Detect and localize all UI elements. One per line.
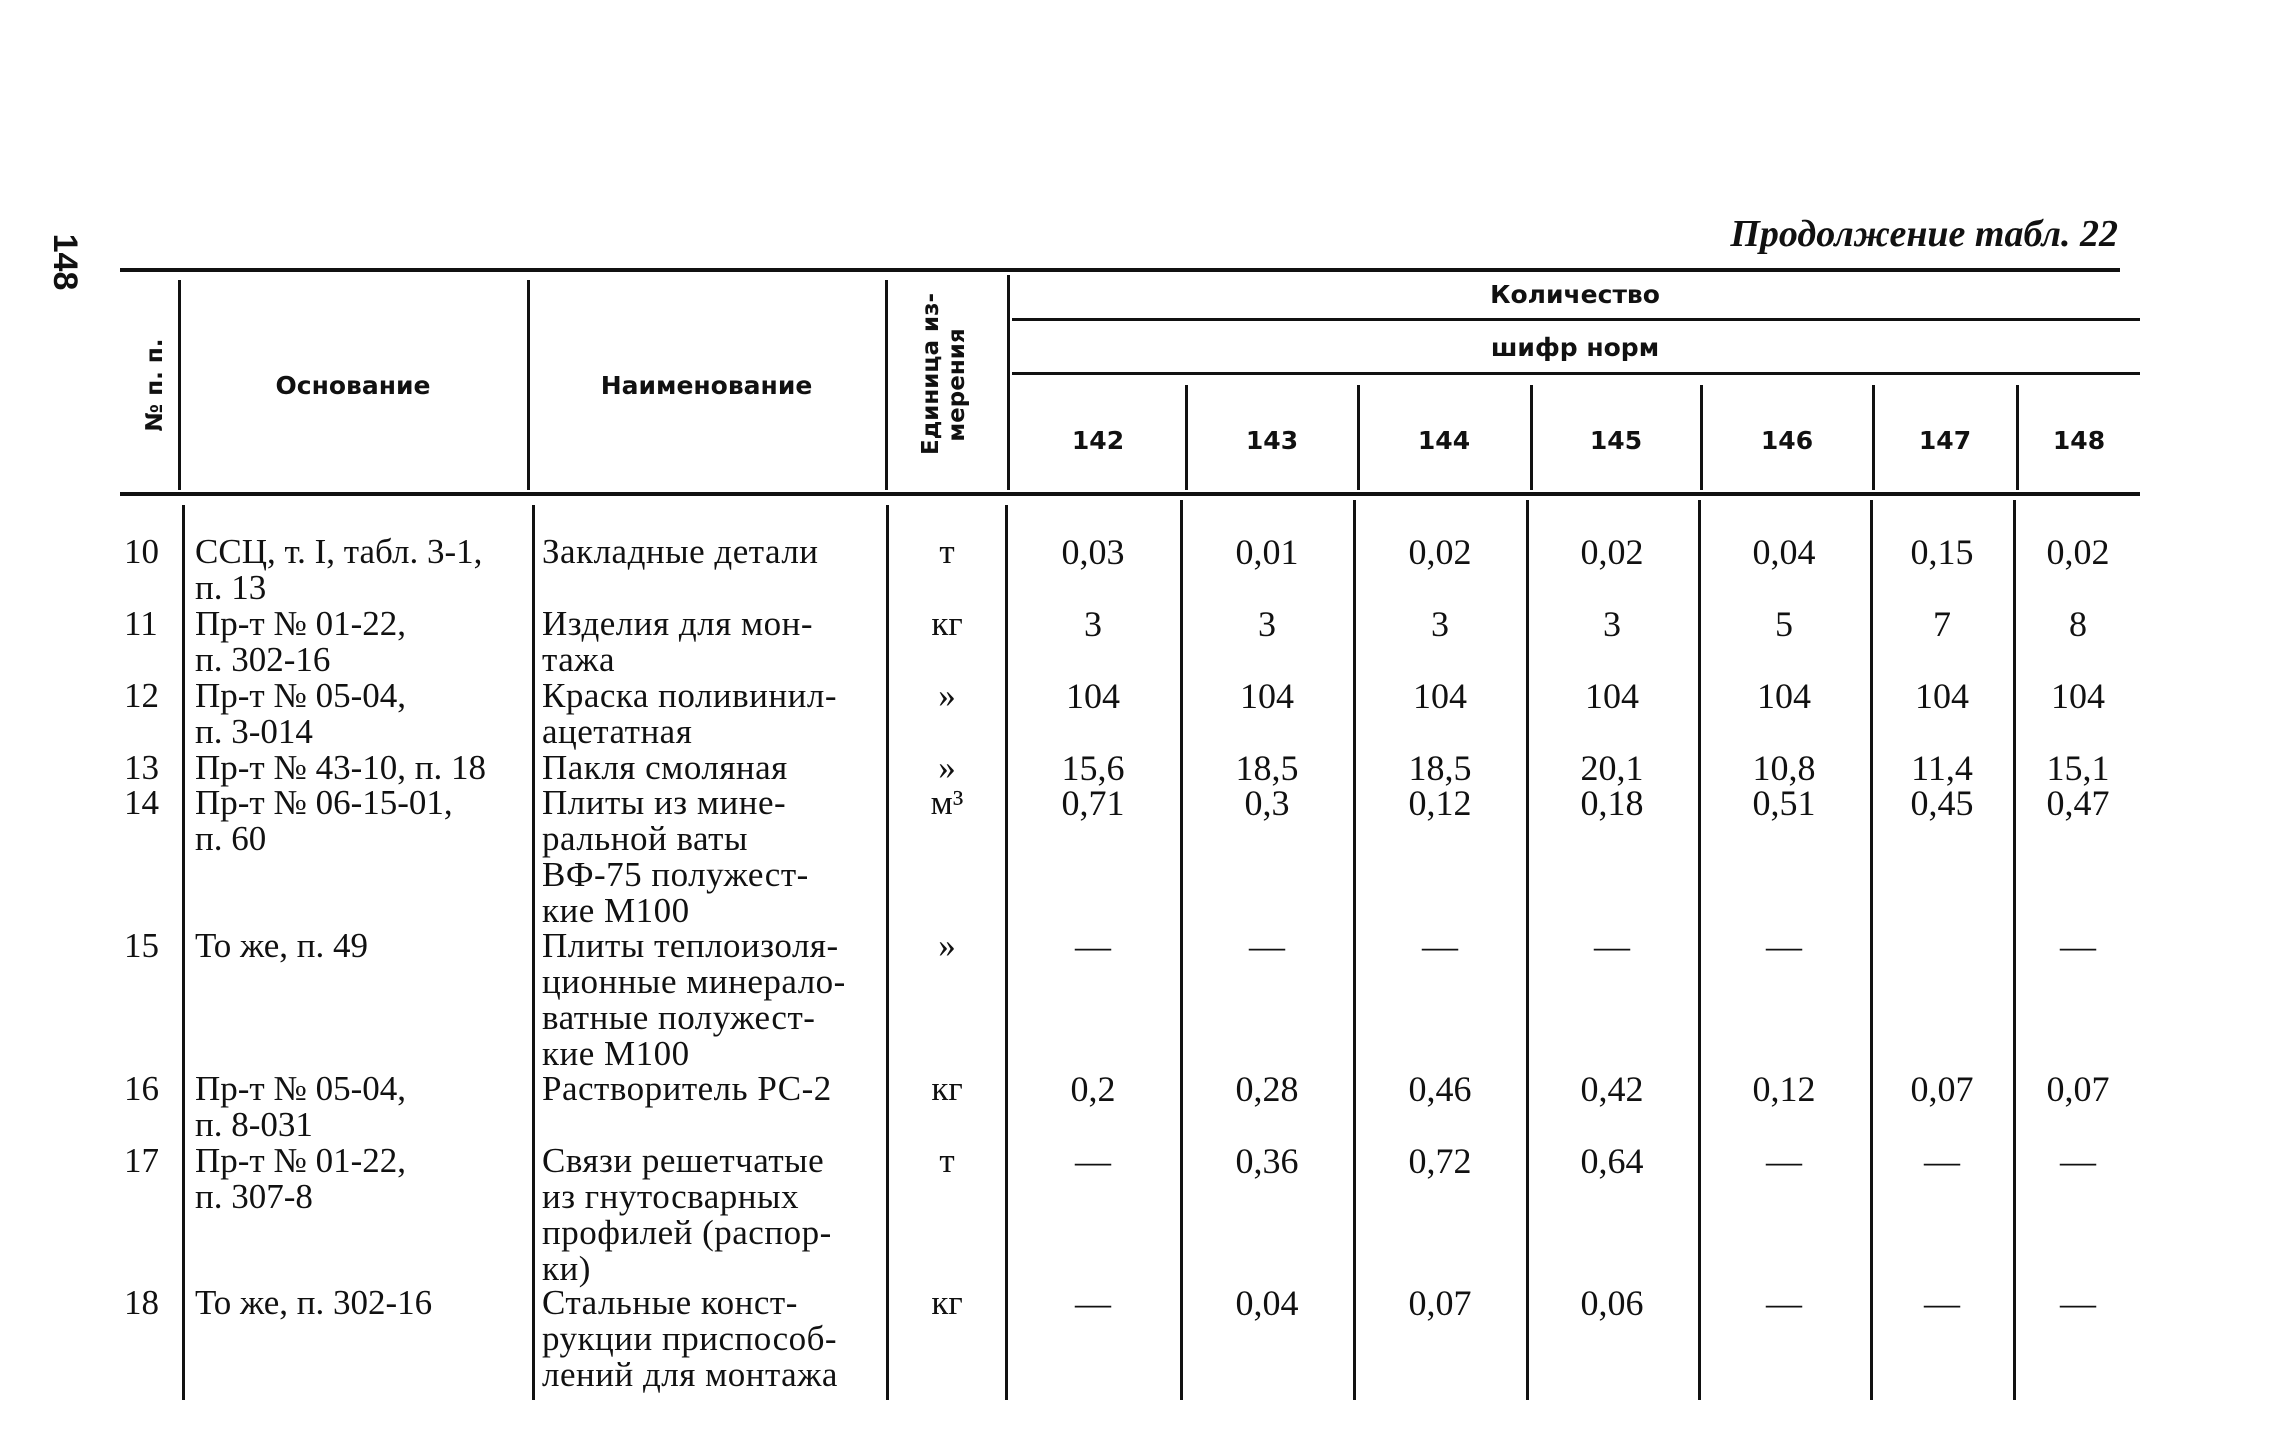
row-name: Плиты из мине- ральной ваты ВФ-75 полужест- кие М100: [542, 783, 809, 930]
quantity-cell: 0,15: [1910, 532, 1974, 572]
page-number: 148: [46, 233, 85, 291]
quantity-cell: 0,72: [1408, 1141, 1472, 1181]
row-unit: м³: [930, 783, 964, 822]
quantity-cell: 0,02: [2046, 532, 2110, 572]
quantity-cell: 0,2: [1070, 1069, 1116, 1109]
quantity-cell: 18,5: [1408, 748, 1472, 788]
quantity-cell: 11,4: [1911, 748, 1973, 788]
quantity-cell: 3: [1603, 604, 1621, 644]
code-143: 143: [1245, 425, 1299, 455]
quantity-cell: —: [1766, 1283, 1802, 1323]
row-number: 10: [124, 532, 159, 571]
quantity-cell: 0,07: [2046, 1069, 2110, 1109]
quantity-cell: 0,47: [2046, 783, 2110, 823]
quantity-cell: 10,8: [1752, 748, 1816, 788]
code-rule: [1012, 372, 2140, 375]
header-basis: Основание: [275, 370, 431, 400]
quantity-cell: —: [1766, 1141, 1802, 1181]
row-number: 11: [124, 604, 158, 643]
continuation-title: Продолжение табл. 22: [1730, 213, 2118, 255]
quantity-cell: 0,07: [1408, 1283, 1472, 1323]
body-divider: [182, 505, 185, 1400]
row-name: Связи решетчатые из гнутосварных профилей (распор- ки): [542, 1141, 832, 1288]
code-147: 147: [1918, 425, 1972, 455]
row-number: 17: [124, 1141, 159, 1180]
header-num: № п. п.: [142, 338, 168, 432]
code-148: 148: [2052, 425, 2106, 455]
quantity-cell: —: [2060, 926, 2096, 966]
body-divider: [1353, 500, 1356, 1400]
quantity-cell: 3: [1431, 604, 1449, 644]
row-unit: »: [938, 676, 956, 715]
quantity-cell: —: [1075, 926, 1111, 966]
quantity-cell: —: [1766, 926, 1802, 966]
quantity-cell: 104: [1915, 676, 1969, 716]
quantity-cell: —: [1249, 926, 1285, 966]
row-name: Стальные конст- рукции приспособ- лений для монтажа: [542, 1283, 838, 1394]
row-unit: кг: [931, 604, 963, 643]
quantity-cell: 0,36: [1235, 1141, 1299, 1181]
row-unit: кг: [931, 1069, 963, 1108]
row-unit: т: [939, 532, 955, 571]
row-basis: То же, п. 302-16: [195, 1283, 433, 1322]
quantity-cell: —: [2060, 1283, 2096, 1323]
quantity-cell: 0,02: [1408, 532, 1472, 572]
quantity-cell: 7: [1933, 604, 1951, 644]
quantity-cell: 104: [1585, 676, 1639, 716]
row-number: 14: [124, 783, 159, 822]
row-name: Растворитель РС-2: [542, 1069, 832, 1108]
row-number: 16: [124, 1069, 159, 1108]
body-divider: [1180, 500, 1183, 1400]
header-quantity: Количество: [1490, 279, 1660, 309]
row-unit: »: [938, 748, 956, 787]
quantity-cell: 0,01: [1235, 532, 1299, 572]
body-divider: [1698, 500, 1701, 1400]
quantity-cell: 5: [1775, 604, 1793, 644]
row-basis: Пр-т № 43-10, п. 18: [195, 748, 487, 787]
quantity-cell: 3: [1258, 604, 1276, 644]
row-unit: т: [939, 1141, 955, 1180]
quantity-cell: 0,28: [1235, 1069, 1299, 1109]
body-divider: [886, 505, 889, 1400]
header-divider: [885, 280, 888, 490]
row-basis: Пр-т № 01-22, п. 307-8: [195, 1141, 407, 1216]
row-unit: кг: [931, 1283, 963, 1322]
quantity-cell: —: [2060, 1141, 2096, 1181]
quantity-cell: 104: [1240, 676, 1294, 716]
row-basis: Пр-т № 06-15-01, п. 60: [195, 783, 453, 858]
row-number: 12: [124, 676, 159, 715]
quantity-cell: 15,1: [2046, 748, 2110, 788]
quantity-cell: 0,42: [1580, 1069, 1644, 1109]
quantity-cell: 0,12: [1752, 1069, 1816, 1109]
quantity-cell: 15,6: [1061, 748, 1125, 788]
quantity-cell: 0,04: [1752, 532, 1816, 572]
quantity-cell: 0,04: [1235, 1283, 1299, 1323]
row-basis: Пр-т № 05-04, п. 3-014: [195, 676, 407, 751]
code-144: 144: [1417, 425, 1471, 455]
quantity-cell: —: [1422, 926, 1458, 966]
row-name: Краска поливинил- ацетатная: [542, 676, 837, 751]
row-name: Закладные детали: [542, 532, 819, 571]
quantity-cell: —: [1924, 1283, 1960, 1323]
code-145: 145: [1589, 425, 1643, 455]
quantity-cell: 0,12: [1408, 783, 1472, 823]
row-number: 13: [124, 748, 159, 787]
quantity-cell: 104: [1757, 676, 1811, 716]
row-number: 18: [124, 1283, 159, 1322]
quantity-cell: —: [1594, 926, 1630, 966]
quantity-cell: 0,07: [1910, 1069, 1974, 1109]
quantity-cell: —: [1075, 1283, 1111, 1323]
header-unit: Единица из- мерения: [918, 292, 970, 455]
header-code: шифр норм: [1490, 332, 1660, 362]
body-divider: [532, 505, 535, 1400]
quantity-cell: 0,06: [1580, 1283, 1644, 1323]
quantity-cell: 0,64: [1580, 1141, 1644, 1181]
code-146: 146: [1760, 425, 1814, 455]
row-basis: ССЦ, т. I, табл. 3-1, п. 13: [195, 532, 483, 607]
row-name: Пакля смоляная: [542, 748, 788, 787]
quantity-cell: 104: [2051, 676, 2105, 716]
quantity-cell: —: [1924, 1141, 1960, 1181]
code-142: 142: [1071, 425, 1125, 455]
row-name: Изделия для мон- тажа: [542, 604, 814, 679]
row-name: Плиты теплоизоля- ционные минерало- ватные полужест- кие М100: [542, 926, 846, 1073]
quantity-cell: 0,51: [1752, 783, 1816, 823]
quantity-rule: [1012, 318, 2140, 321]
quantity-cell: 0,45: [1910, 783, 1974, 823]
row-number: 15: [124, 926, 159, 965]
quantity-cell: 20,1: [1580, 748, 1644, 788]
body-divider: [1526, 500, 1529, 1400]
body-divider: [1005, 505, 1008, 1400]
quantity-cell: 104: [1066, 676, 1120, 716]
quantity-cell: 8: [2069, 604, 2087, 644]
row-basis: Пр-т № 01-22, п. 302-16: [195, 604, 407, 679]
quantity-cell: 18,5: [1235, 748, 1299, 788]
header-name: Наименование: [600, 370, 813, 400]
quantity-cell: 104: [1413, 676, 1467, 716]
quantity-cell: 0,3: [1244, 783, 1290, 823]
row-basis: Пр-т № 05-04, п. 8-031: [195, 1069, 407, 1144]
quantity-cell: 3: [1084, 604, 1102, 644]
quantity-cell: 0,18: [1580, 783, 1644, 823]
quantity-cell: 0,02: [1580, 532, 1644, 572]
row-unit: »: [938, 926, 956, 965]
row-basis: То же, п. 49: [195, 926, 368, 965]
quantity-cell: —: [1075, 1141, 1111, 1181]
quantity-cell: 0,71: [1061, 783, 1125, 823]
quantity-cell: 0,46: [1408, 1069, 1472, 1109]
header-bottom-rule: [120, 492, 2140, 496]
quantity-cell: 0,03: [1061, 532, 1125, 572]
